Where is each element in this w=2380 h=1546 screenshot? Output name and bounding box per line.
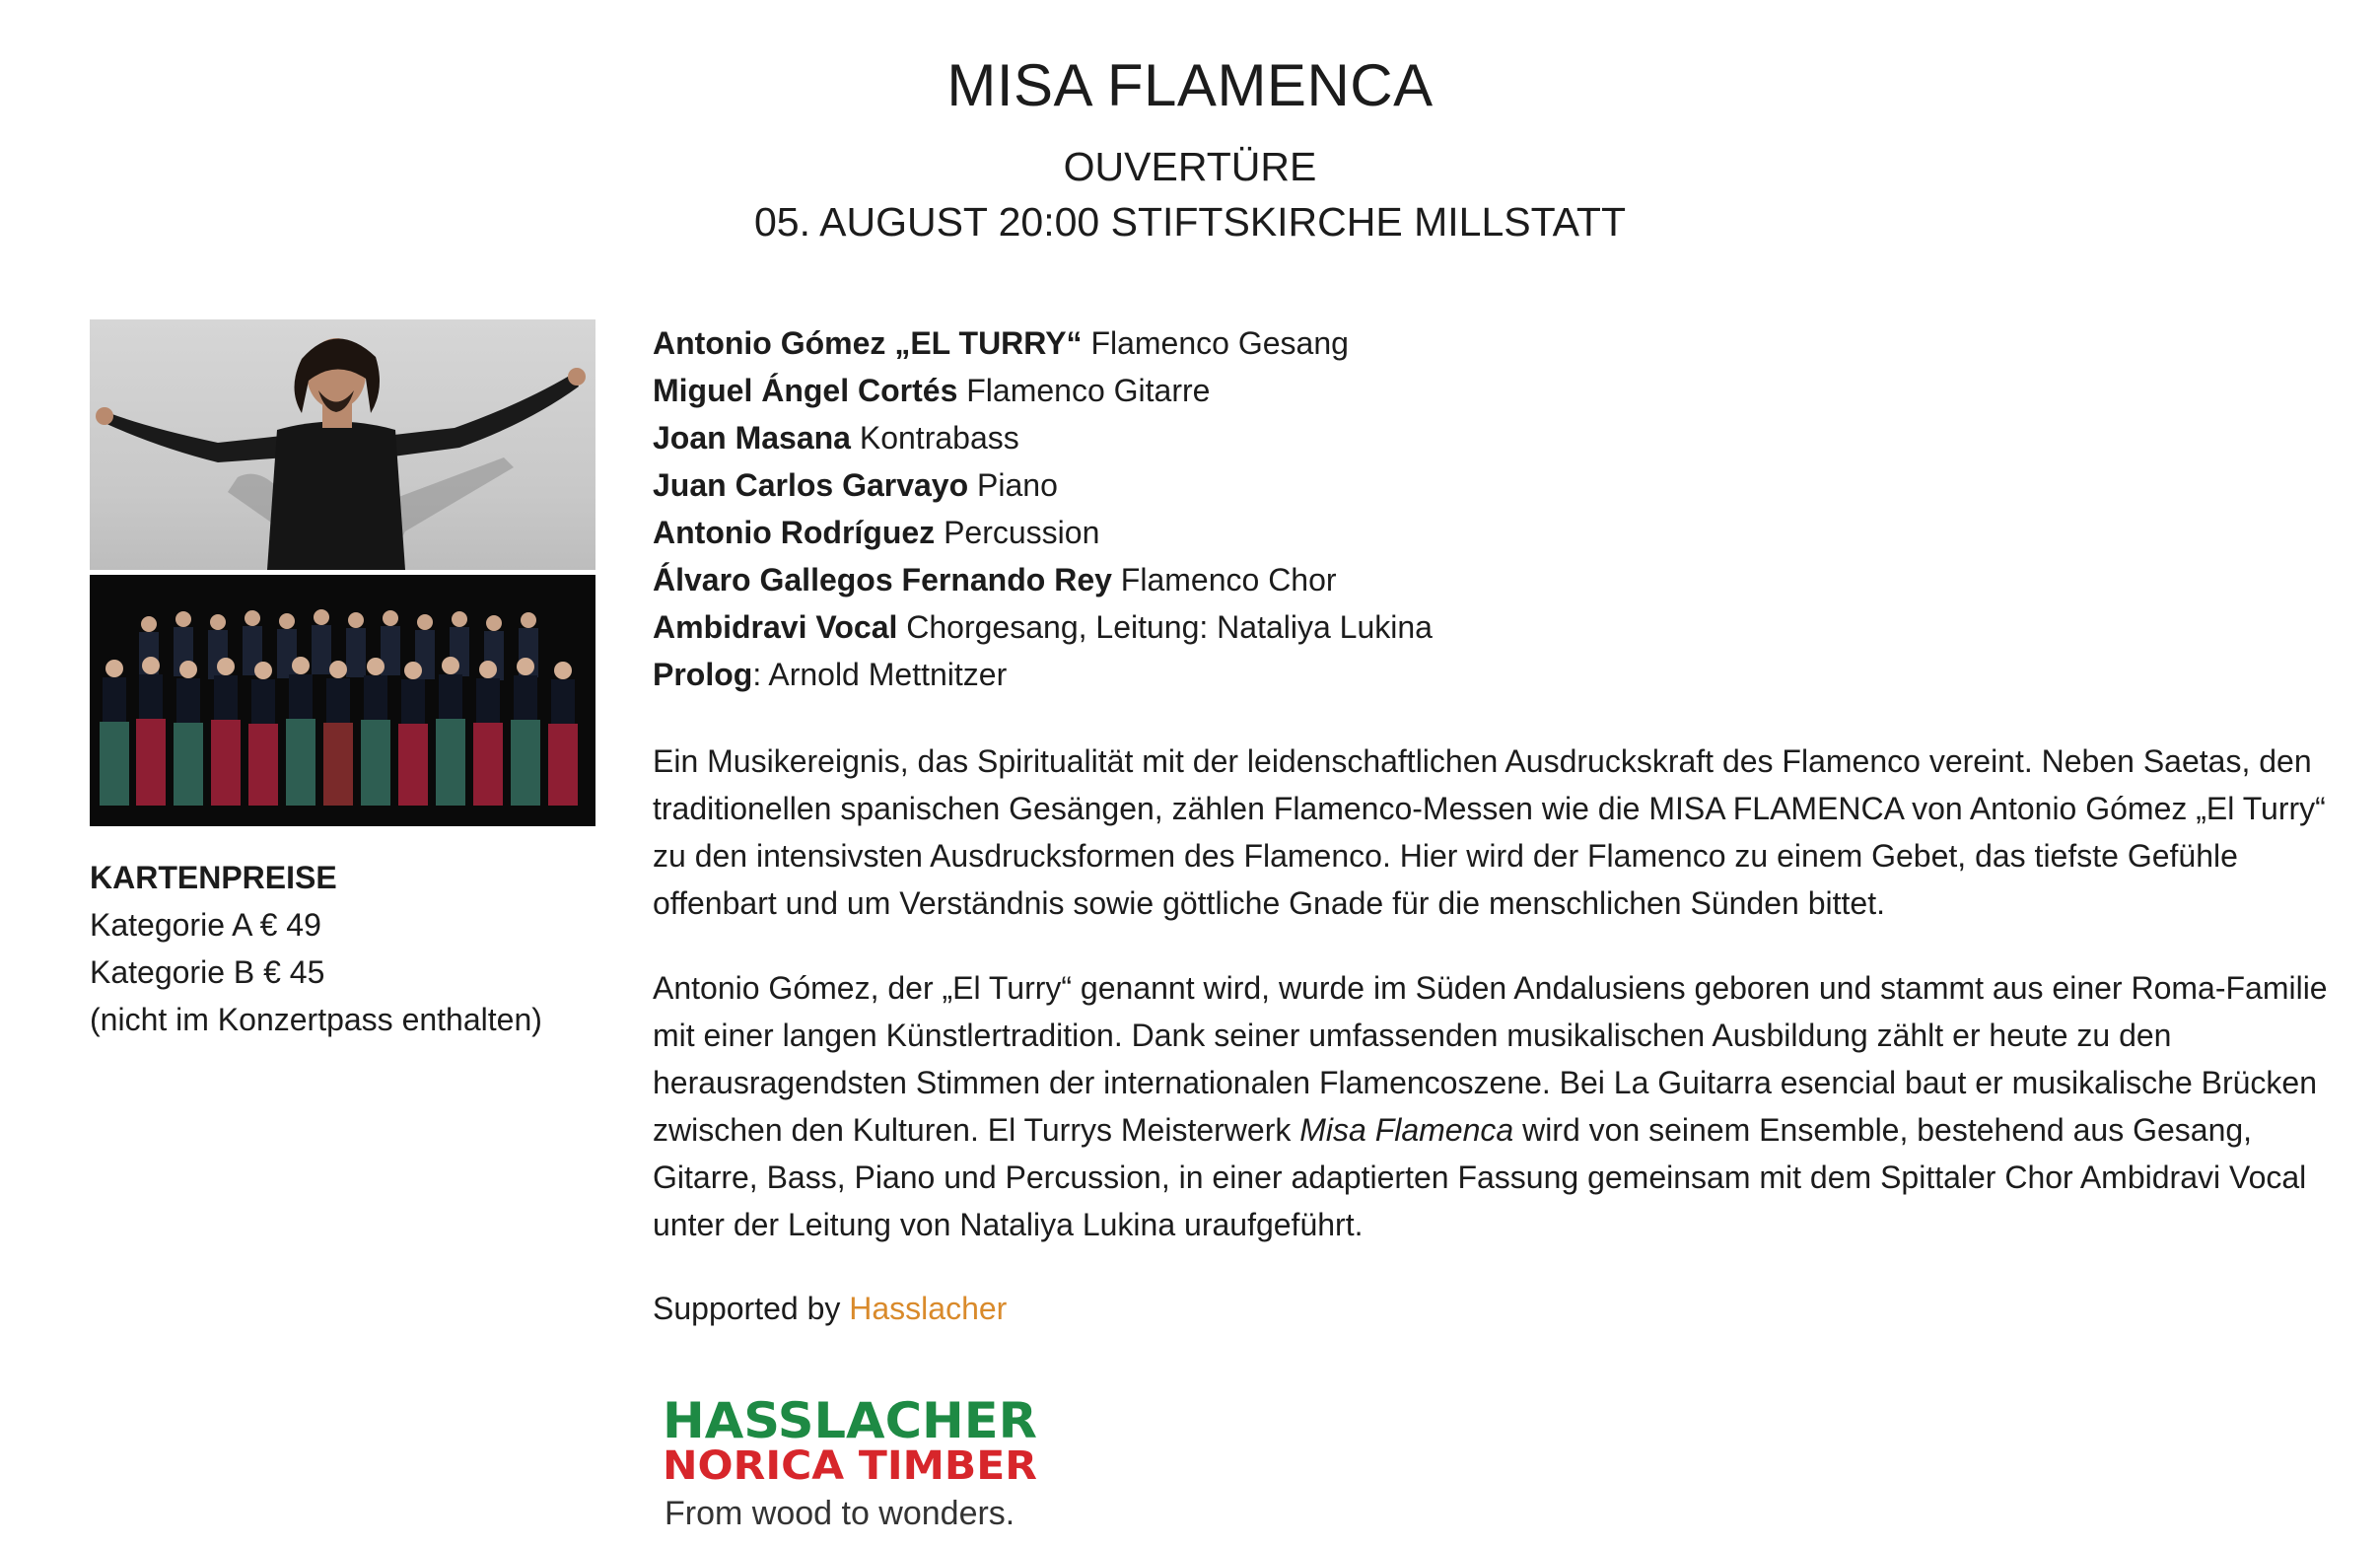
credit-name: Joan Masana: [653, 420, 851, 456]
price-note: (nicht im Konzertpass enthalten): [90, 1002, 542, 1037]
credit-role: Flamenco Gesang: [1082, 325, 1349, 361]
description-paragraph: Ein Musikereignis, das Spiritualität mit der leidenschaftlichen Ausdruckskraft des Flamenco vereint. Neben Saetas, den traditionellen spanischen Gesängen, zählen Flamenco-Messen wie die MISA FLAMENCA von Antonio Gómez „El Turry“ zu den intensivsten Ausdrucksformen des Flamenco. Hier wird der Flamenco zu einem Gebet, das tiefste Gefühle offenbart und um Verständnis sowie göttliche Gnade für die menschlichen Sünden bittet.: [653, 743, 2326, 921]
sponsor-link[interactable]: Hasslacher: [849, 1291, 1008, 1326]
page-title: MISA FLAMENCA: [946, 52, 1434, 118]
credit-role: Piano: [968, 467, 1058, 503]
credit-name: Juan Carlos Garvayo: [653, 467, 969, 503]
ticket-prices: [90, 854, 642, 1043]
credit-line: [653, 414, 2348, 461]
credit-role: Percussion: [935, 515, 1100, 550]
biography-paragraph: [653, 964, 2348, 1248]
sponsor-logo-graphic: [661, 1378, 1055, 1536]
credit-role: : Arnold Mettnitzer: [752, 657, 1008, 692]
credit-role: Kontrabass: [850, 420, 1019, 456]
choir-photo: [90, 575, 595, 826]
logo-tagline: From wood to wonders.: [665, 1495, 1015, 1532]
credit-name: Ambidravi Vocal: [653, 609, 898, 645]
logo-line-2: NORICA TIMBER: [663, 1443, 1037, 1489]
credit-line: [653, 367, 2348, 414]
credit-role: Chorgesang, Leitung: Nataliya Lukina: [897, 609, 1433, 645]
credit-name: Antonio Gómez „EL TURRY“: [653, 325, 1083, 361]
biography-text: Antonio Gómez, der „El Turry“ genannt wird, wurde im Süden Andalusiens geboren und stammt aus einer Roma-Familie mit einer langen Künstlertradition. Dank seiner umfassenden musikalischen Ausbildung zählt er heute zu den herausragendsten Stimmen der internationalen Flamencoszene. Bei La Guitarra esencial baut er musikalische Brücken zwischen den Kulturen. El Turrys Meisterwerk: [653, 970, 2328, 1148]
performer-credits: [653, 319, 2348, 698]
event-date-venue: 05. AUGUST 20:00 STIFTSKIRCHE MILLSTATT: [753, 199, 1627, 245]
choir-photo-illustration: [90, 575, 595, 826]
logo-line-1: HASSLACHER: [663, 1392, 1037, 1449]
credit-line: [653, 556, 2348, 603]
sponsor-logo[interactable]: [661, 1378, 1055, 1536]
credit-name: Antonio Rodríguez: [653, 515, 936, 550]
credit-line: [653, 319, 2348, 367]
prices-heading: KARTENPREISE: [90, 860, 337, 895]
sponsor-line: [653, 1285, 1007, 1332]
credit-line: [653, 603, 2348, 651]
credit-line: [653, 509, 2348, 556]
artist-photo: [90, 319, 595, 570]
price-category-a: Kategorie A € 49: [90, 907, 321, 943]
price-category-b: Kategorie B € 45: [90, 954, 325, 990]
sponsor-prefix: Supported by: [653, 1291, 850, 1326]
event-subtitle: OUVERTÜRE: [1063, 144, 1317, 189]
credit-name: Prolog: [653, 657, 753, 692]
credit-role: Flamenco Gitarre: [957, 373, 1211, 408]
credit-line: [653, 651, 2348, 698]
credit-line: [653, 461, 2348, 509]
work-title: Misa Flamenca: [1299, 1112, 1514, 1148]
biography-text-end: wird von seinem Ensemble, bestehend aus Gesang, Gitarre, Bass, Piano und Percussion, in einer adaptierten Fassung gemeinsam mit dem Spittaler Chor Ambidravi Vocal unter der Leitung von Nataliya Lukina uraufgeführt.: [653, 1112, 2307, 1242]
artist-photo-illustration: [90, 319, 595, 570]
credit-name: Álvaro Gallegos Fernando Rey: [653, 562, 1112, 597]
credit-role: Flamenco Chor: [1111, 562, 1337, 597]
credit-name: Miguel Ángel Cortés: [653, 373, 958, 408]
